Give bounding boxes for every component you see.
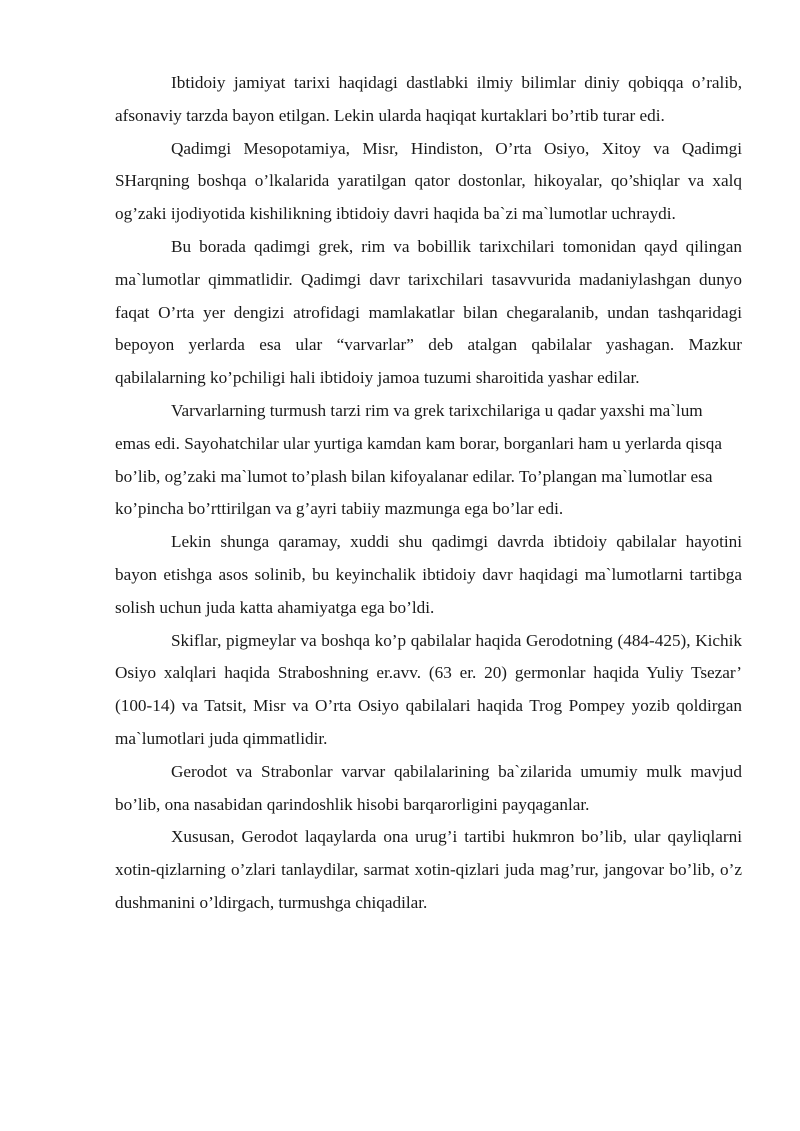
- paragraph: Xususan, Gerodot laqaylarda ona urug’i tartibi hukmron bo’lib, ular qayliqlarni xotin-qizlarning o’zlari tanlaydilar, sarmat xotin-qizlari juda mag’rur, jangovar bo’lib, o’z dushmanini o’ldirgach, turmushga chiqadilar.: [115, 827, 742, 912]
- paragraph: Skiflar, pigmeylar va boshqa ko’p qabilalar haqida Gerodotning (484-425), Kichik Osiyo xalqlari haqida Straboshning er.avv. (63 er. 20) germonlar haqida Yuliy Tsezar’ (100-14) va Tatsit, Misr va O’rta Osiyo qabilalari haqida Trog Pompey yozib qoldirgan ma`lumotlari juda qimmatlidir.: [115, 630, 742, 748]
- paragraph: Qadimgi Mesopotamiya, Misr, Hindiston, O’rta Osiyo, Xitoy va Qadimgi SHarqning boshqa o’lkalarida yaratilgan qator dostonlar, hikoyalar, qo’shiqlar va xalq og’zaki ijodiyotida kishilikning ibtidoiy davri haqida ba`zi ma`lumotlar uchraydi.: [115, 138, 742, 224]
- paragraph: Gerodot va Strabonlar varvar qabilalarining ba`zilarida umumiy mulk mavjud bo’lib, ona nasabidan qarindoshlik hisobi barqarorligini payqaganlar.: [115, 761, 742, 814]
- document-page: [115, 67, 742, 920]
- paragraph: Ibtidoiy jamiyat tarixi haqidagi dastlabki ilmiy bilimlar diniy qobiqqa o’ralib, afsonaviy tarzda bayon etilgan. Lekin ularda haqiqat kurtaklari bo’rtib turar edi.: [115, 73, 742, 125]
- paragraph: Bu borada qadimgi grek, rim va bobillik tarixchilari tomonidan qayd qilingan ma`lumotlar qimmatlidir. Qadimgi davr tarixchilari tasavvurida madaniylashgan dunyo faqat O’rta yer dengizi atrofidagi mamlakatlar bilan chegaralanib, undan tashqaridagi bepoyon yerlarda esa ular “varvarlar” deb atalgan qabilalar yashagan. Mazkur qabilalarning ko’pchiligi hali ibtidoiy jamoa tuzumi sharoitida yashar edilar.: [115, 236, 742, 388]
- paragraph: Lekin shunga qaramay, xuddi shu qadimgi davrda ibtidoiy qabilalar hayotini bayon etishga asos solinib, bu keyinchalik ibtidoiy davr haqidagi ma`lumotlarni tartibga solish uchun juda katta ahamiyatga ega bo’ldi.: [115, 532, 742, 617]
- paragraph: Varvarlarning turmush tarzi rim va grek tarixchilariga u qadar yaxshi ma`lum emas edi. Sayohatchilar ular yurtiga kamdan kam borar, borganlari ham u yerlarda qisqa bo’lib, og’zaki ma`lumot to’plash bilan kifoyalanar edilar. To’plangan ma`lumotlar esa ko’pincha bo’rttirilgan va g’ayri tabiiy mazmunga ega bo’lar edi.: [115, 400, 723, 519]
